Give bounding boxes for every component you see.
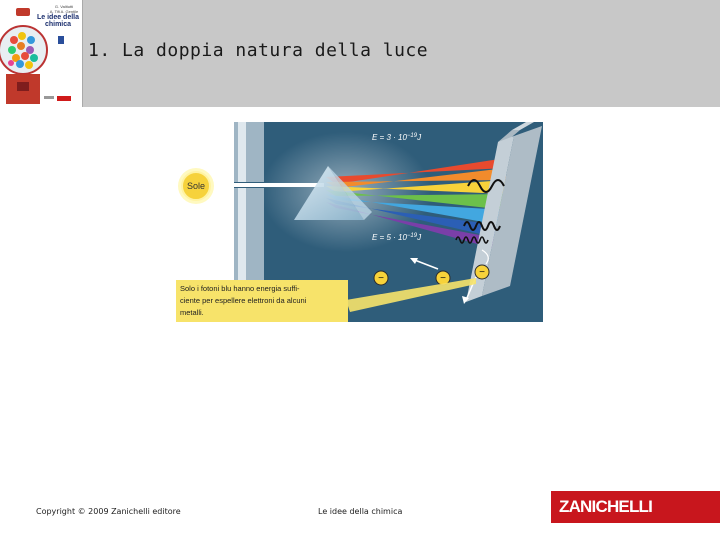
electron-icon — [374, 271, 388, 285]
caption-line-1: Solo i fotoni blu hanno energia suffi- — [180, 284, 300, 293]
sun-label: Sole — [186, 181, 206, 191]
footer-book-title: Le idee della chimica — [318, 507, 403, 516]
caption-line-3: metalli. — [180, 308, 204, 317]
publisher-logo — [551, 491, 720, 523]
page-title: 1. La doppia natura della luce — [88, 40, 429, 61]
cover-title: Le idee della chimica — [36, 14, 80, 28]
energy-label-blue: $E = 5 \cdot 10^{-19}J$ — [372, 233, 422, 242]
photoelectric-figure — [176, 122, 543, 322]
svg-text:−: − — [440, 273, 446, 284]
energy-label-red: $E = 3 \cdot 10^{-19}J$ — [372, 133, 422, 142]
svg-text:−: − — [479, 267, 485, 278]
cover-authors: G. Valitutti A. Tifi A. Gentile — [49, 4, 79, 14]
svg-text:−: − — [378, 273, 384, 284]
footer-copyright: Copyright © 2009 Zanichelli editore — [36, 507, 181, 516]
book-cover — [0, 0, 83, 107]
caption-line-2: ciente per espellere elettroni da alcuni — [180, 296, 307, 305]
electron-icon — [475, 265, 489, 279]
cover-publisher-band — [57, 96, 71, 101]
publisher-logo-text: ZANICHELLI — [559, 497, 653, 516]
